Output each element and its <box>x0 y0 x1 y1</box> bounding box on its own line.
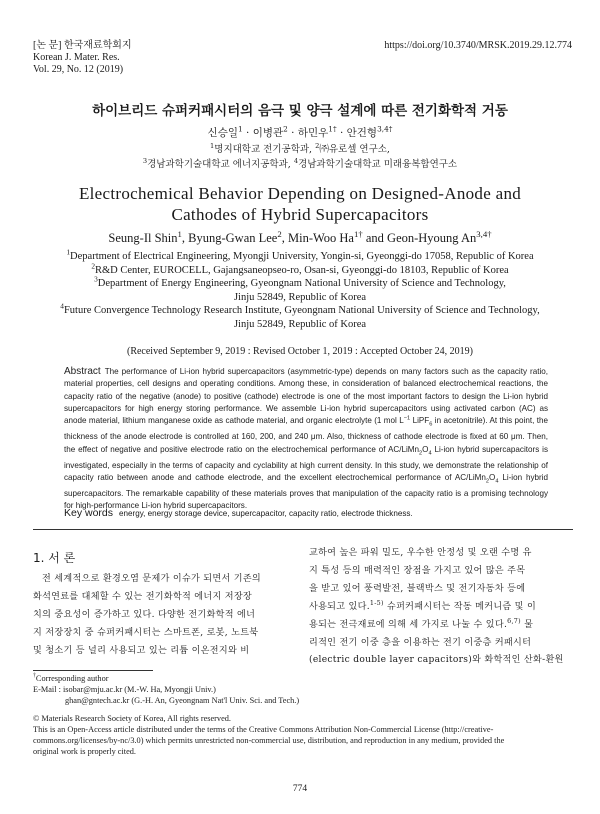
author-ko-2: 이병관 <box>252 127 284 139</box>
title-ko: 하이브리드 슈퍼커패시터의 음극 및 양극 설계에 따른 전기화학적 거동 <box>92 103 508 119</box>
authors-en: Seung-Il Shin$^1$, Byung-Gwan Lee$^2$, Min-Woo $Ha^{1\dagger}$ and Geon-Hyoung $An^{3,4\dagger}$ <box>108 228 492 245</box>
journal-header <box>33 40 132 76</box>
email-an[interactable]: ghan@gntech.ac.kr (G.-H. An, Gyeongnam Nat'l Univ. Sci. and Tech.) <box>65 696 300 706</box>
abstract-label: Abstract <box>64 366 101 377</box>
footnote-rule <box>33 670 153 671</box>
keywords-label: Key words <box>64 507 114 519</box>
section-heading: 1. 서 론 <box>33 551 76 565</box>
affiliations-en: $^1$Department of Electrical Engineering, Myongji University, Yongin-si, Gyeonggi-do 17058, Republic of Korea $^2$R&D Center, EUROCELL, Gajangsaneopseo-ro, Osan-si, Gyeonggi-do 18103, Republic of Korea $^3$Department of Energy Engineering, Gyeongnam National University of Science and Technology, Jinju 52849, Republic of Korea $^4$Future Convergence Technology Research Institute, Gyeongnam National University of Science and Technology, Jinju 52849, Republic of Korea <box>60 247 540 330</box>
title-en: Electrochemical Behavior Depending on Designed-Anode and Cathodes of Hybrid Supercapacitors <box>78 184 522 224</box>
divider <box>33 529 573 530</box>
authors-ko: 신승일$^1$ · 이병관$^2$ · 하민우$^{1\dagger}$ · 안건형$^{3,4\dagger}$ <box>207 124 393 139</box>
author-ko-1: 신승일 <box>207 127 238 139</box>
page-number: 774 <box>292 784 308 794</box>
abstract: Abstract The performance of Li-ion hybrid supercapacitors (asymmetric-type) depends on many factors such as the capacity ratio, material properties, cell designs and operating conditions. Among these, in consideration of balanced electrochemical reactions, the capacity ratio of the negative (anode) to positive (cathode) electrode is one of the most important factors to design the Li-ion hybrid supercapacitors for high energy storing performance. We assemble Li-ion hybrid supercapacitors using activated carbon (AC) as anode material, lithium manganese oxide as cathode material, and organic electrolyte (1 mol $L^{-1}$ LiPF$_6$ in acetonitrile). At this point, the thickness of the anode electrode is controlled at 160, 200, and 240 μm. Also, thickness of cathode electrode is fixed at 60 μm. Then, the effect of negative and positive electrode ratio on the electrochemical performance of $AC/LiMn_2O_4$ Li-ion hybrid supercapacitors is investigated, especially in the terms of capacity and cyclability at high current density. In this study, we demonstrate the relationship of capacity ratio between anode and cathode electrode, and the excellent electrochemical performance of $AC/LiMn_2O_4$ Li-ion hybrid supercapacitors. The remarkable capability of these materials proves that manipulation of the capacity ratio is a promising technology for high-performance Li-ion hybrid supercapacitors. <box>64 366 548 511</box>
author-ko-4: 안건형 <box>346 127 378 139</box>
doi-link[interactable]: https://doi.org/10.3740/MRSK.2019.29.12.774 <box>384 40 572 51</box>
keywords: Key words energy, energy storage device, supercapacitor, capacity ratio, electrode thickness. <box>64 507 413 519</box>
footnotes: †Corresponding author E-Mail : isobar@mju.ac.kr (M.-W. Ha, Myongji Univ.) ghan@gntech.ac.kr (G.-H. An, Gyeongnam Nat'l Univ. Sci. and Tech.) © Materials Research Society of Korea, All rights reserved. This is an Open-Access article distributed under the terms of the Creative Commons Attribution Non-Commercial License (http://creative- commons.org/licenses/by-nc/3.0) which permits unrestricted non-commercial use, distribution, and reproduction in any medium, provided the original work is properly cited. <box>33 673 578 757</box>
body-right-column: 교하여 높은 파워 밀도, 우수한 안정성 및 오랜 수명 유 지 특성 등의 매력적인 장점을 가지고 있어 많은 주목 을 받고 있어 풍력발전, 블랙박스 및 전기자동차 등에 사용되고 있다.$^{1-5)}$ 슈퍼커패시터는 작동 메커니즘 및 이 용되는 전극재료에 의해 세 가지로 나눌 수 있다.$^{6,7)}$ 물 리적인 전기 이중 층을 이용하는 전기 이중층 커패시터 (electric double layer capacitors)와 화학적인 산화-환원 <box>309 548 564 666</box>
affiliations-ko: $^1$명지대학교 전기공학과, $^2$㈜유로셀 연구소, $^3$경남과학기술대학교 에너지공학과, $^4$경남과학기술대학교 미래융복합연구소 <box>142 141 458 170</box>
email-ha[interactable]: E-Mail : isobar@mju.ac.kr (M.-W. Ha, Myongji Univ.) <box>33 685 216 695</box>
body-left-column: 전 세계적으로 환경오염 문제가 이슈가 되면서 기존의 화석연료를 대체할 수 있는 전기화학적 에너지 저장장 치의 중요성이 증가하고 있다. 다양한 전기화학적 에너 지 저장장치 중 슈퍼커패시터는 스마트폰, 로봇, 노트북 및 청소기 등 널리 사용되고 있는 리튬 이온전지와 비 <box>33 574 262 656</box>
received-dates: (Received September 9, 2019 : Revised October 1, 2019 : Accepted October 24, 2019) <box>126 346 473 357</box>
author-ko-3: 하민우 <box>297 127 329 139</box>
journal-volume: Vol. 29, No. 12 (2019) <box>33 64 124 75</box>
journal-name-en: Korean J. Mater. Res. <box>33 52 120 63</box>
journal-name-ko: [논 문] 한국재료학회지 <box>33 40 132 51</box>
